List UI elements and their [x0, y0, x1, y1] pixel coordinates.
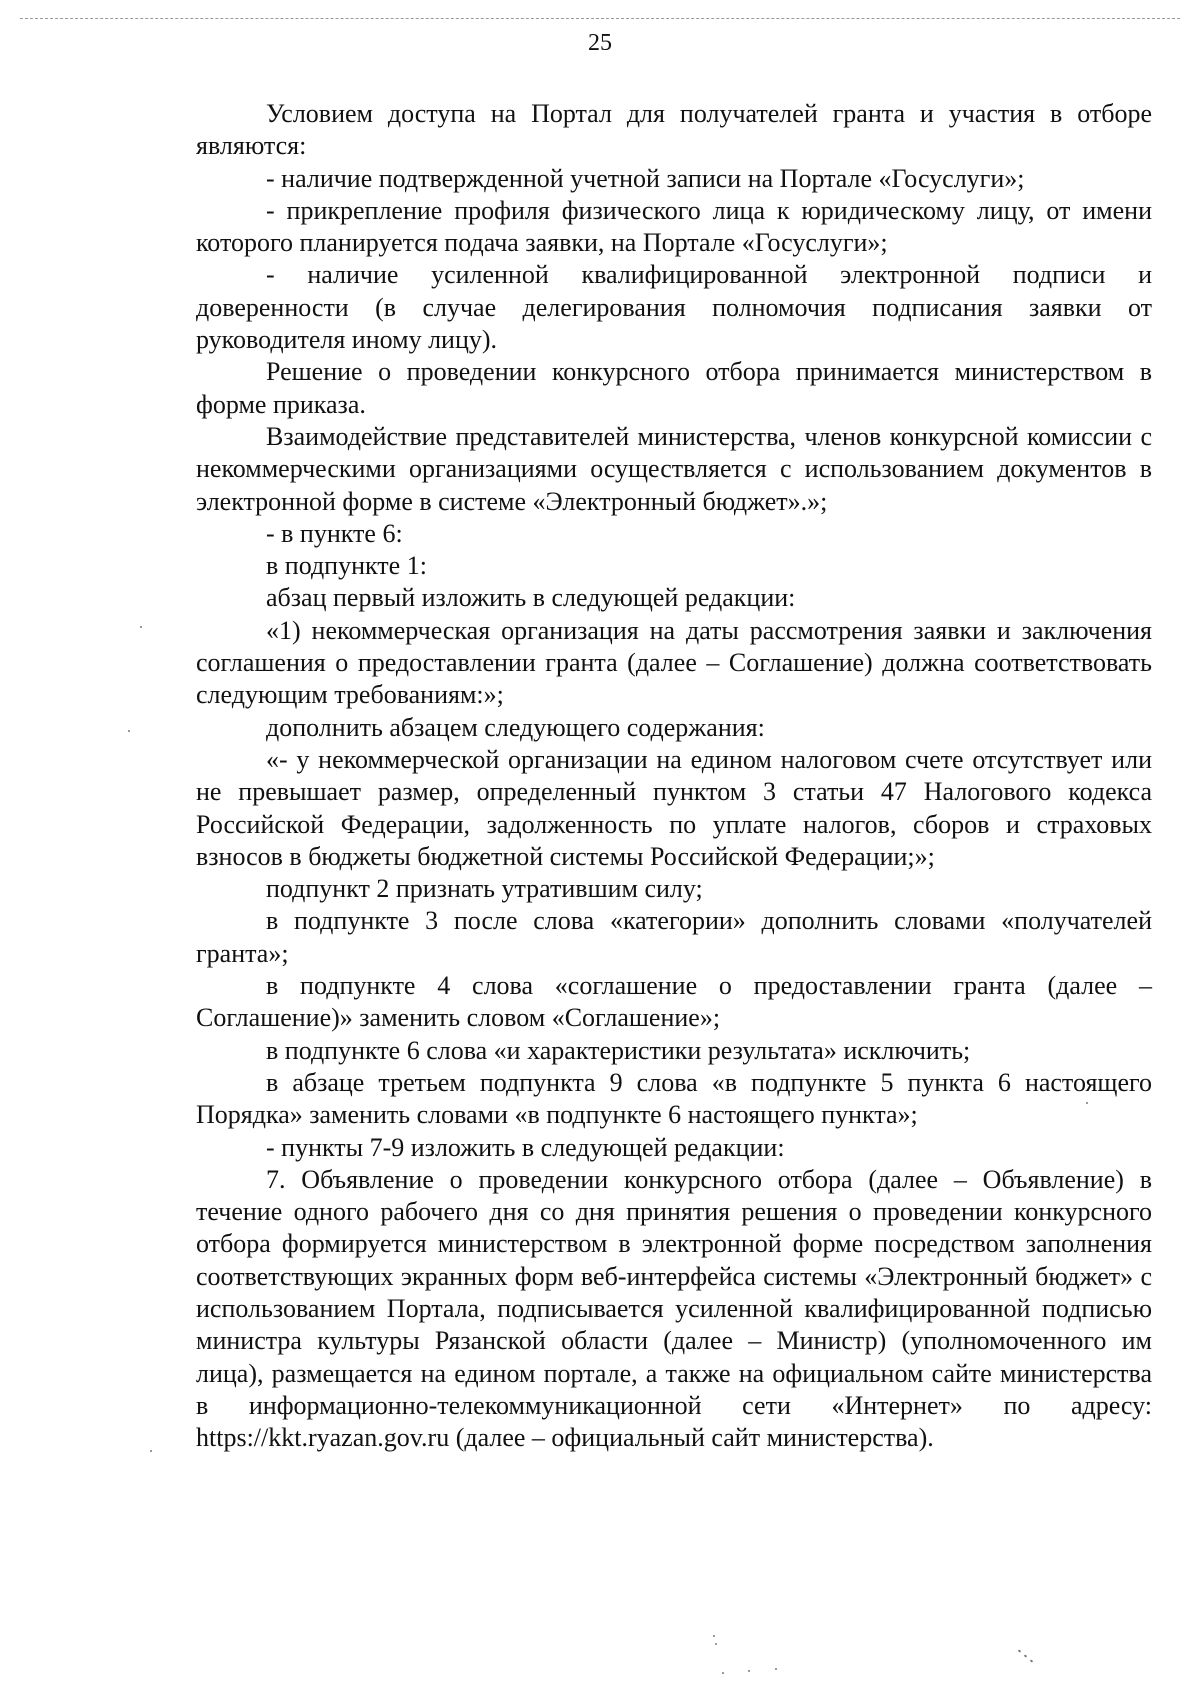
- scan-speck: [722, 1672, 724, 1674]
- paragraph: в подпункте 4 слова «соглашение о предоставлении гранта (далее – Соглашение)» заменить словом «Соглашение»;: [196, 971, 1152, 1033]
- paragraph: в подпункте 1:: [266, 551, 427, 581]
- paragraph: Взаимодействие представителей министерства, членов конкурсной комиссии с некоммерческими организациями осуществляется с использованием документов в электронной форме в системе «Электронный бюджет».»;: [196, 421, 1152, 516]
- paragraph: - прикрепление профиля физического лица к юридическому лицу, от имени которого планируется подача заявки, на Портале «Госуслуги»;: [196, 195, 1152, 258]
- page-number: 25: [588, 30, 612, 56]
- document-body: [196, 98, 1152, 1454]
- scan-speck: [128, 730, 130, 732]
- scan-speck: [715, 1643, 717, 1645]
- page-top-border: [20, 18, 1180, 19]
- scan-speck: [1018, 1649, 1022, 1652]
- scan-speck: [748, 1670, 750, 1672]
- scan-speck: [775, 1668, 777, 1670]
- scan-speck: [1086, 1102, 1088, 1104]
- paragraph: в подпункте 3 после слова «категории» дополнить словами «получателей гранта»;: [196, 906, 1152, 968]
- paragraph: в абзаце третьем подпункта 9 слова «в подпункте 5 пункта 6 настоящего Порядка» заменить словами «в подпункте 6 настоящего пункта»;: [196, 1067, 1152, 1130]
- paragraph: Условием доступа на Портал для получателей гранта и участия в отборе являются:: [196, 99, 1152, 161]
- paragraph: в подпункте 6 слова «и характеристики результата» исключить;: [266, 1035, 971, 1065]
- paragraph: - пункты 7-9 изложить в следующей редакции:: [266, 1132, 785, 1162]
- paragraph: - в пункте 6:: [266, 518, 403, 548]
- scan-speck: [140, 626, 142, 628]
- scan-speck: [713, 1635, 715, 1637]
- paragraph: Решение о проведении конкурсного отбора принимается министерством в форме приказа.: [196, 357, 1152, 419]
- paragraph: подпункт 2 признать утратившим силу;: [266, 874, 703, 904]
- paragraph: 7. Объявление о проведении конкурсного отбора (далее – Объявление) в течение одного рабочего дня со дня принятия решения о проведении конкурсного отбора формируется министерством в электронной форме посредством заполнения соответствующих экранных форм веб-интерфейса системы «Электронный бюджет» с использованием Портала, подписывается усиленной квалифицированной подписью министра культуры Рязанской области (далее – Министр) (уполномоченного им лица), размещается на едином портале, а также на официальном сайте министерства в информационно-телекоммуникационной сети «Интернет» по адресу: https://kkt.ryazan.gov.ru (далее – официальный сайт министерства).: [196, 1164, 1152, 1453]
- paragraph: дополнить абзацем следующего содержания:: [266, 712, 765, 742]
- paragraph: - наличие подтвержденной учетной записи на Портале «Госуслуги»;: [266, 163, 1025, 193]
- paragraph: «- у некоммерческой организации на едином налоговом счете отсутствует или не превышает размер, определенный пунктом 3 статьи 47 Налогового кодекса Российской Федерации, задолженность по уплате налогов, сборов и страховых взносов в бюджеты бюджетной системы Российской Федерации;»;: [196, 744, 1152, 871]
- paragraph: абзац первый изложить в следующей редакции:: [266, 583, 796, 613]
- paragraph: - наличие усиленной квалифицированной электронной подписи и доверенности (в случае делегирования полномочия подписания заявки от руководителя иному лицу).: [196, 260, 1152, 355]
- scan-speck: [150, 1450, 152, 1452]
- scan-speck: [1030, 1659, 1034, 1662]
- paragraph: «1) некоммерческая организация на даты рассмотрения заявки и заключения соглашения о предоставлении гранта (далее – Соглашение) должна соответствовать следующим требованиям:»;: [196, 615, 1152, 710]
- scan-speck: [1024, 1654, 1028, 1657]
